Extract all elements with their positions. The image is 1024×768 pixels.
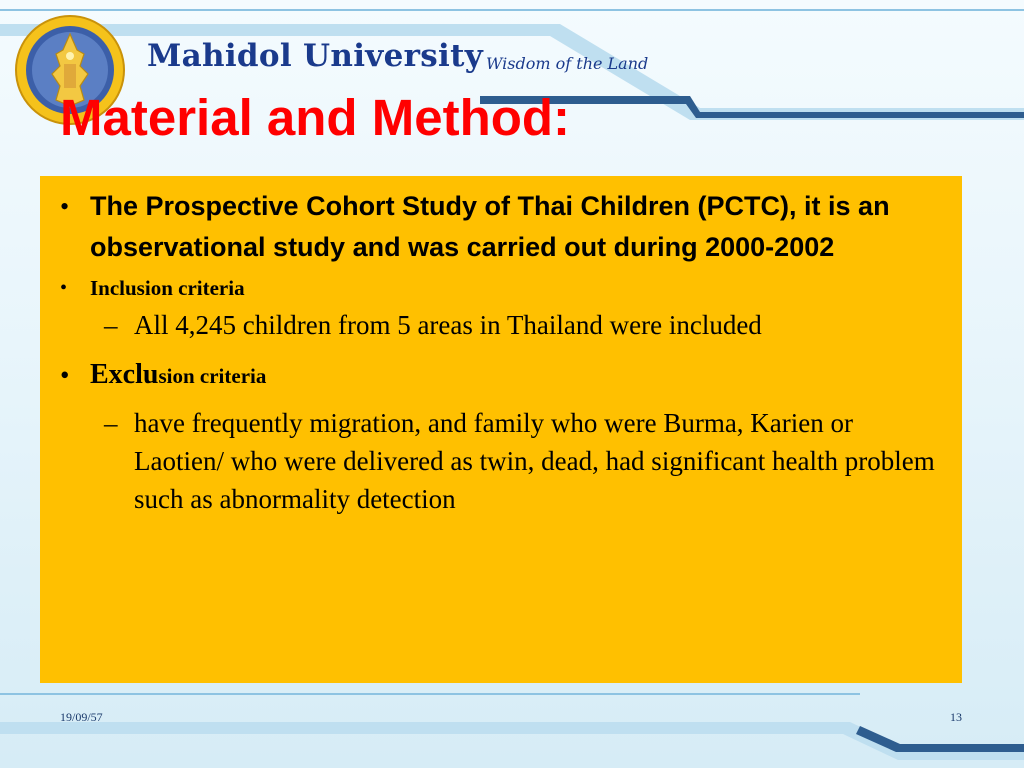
bullet-text: Inclusion criteria — [90, 276, 245, 300]
footer-page-number: 13 — [950, 710, 962, 724]
bullet-exclusion-criteria — [54, 356, 942, 398]
footer-date: 19/09/57 — [60, 710, 103, 724]
bullet-text-large: Exclu — [90, 359, 159, 390]
sub-bullet-exclusion — [54, 404, 942, 518]
bullet-marker: • — [60, 360, 70, 390]
bullet-text: The Prospective Cohort Study of Thai Children (PCTC), it is an observational study and was carried out during 2000-2002 — [90, 191, 890, 262]
dash-marker: – — [104, 310, 118, 340]
bullet-marker: • — [60, 277, 68, 299]
sub-bullet-text: All 4,245 children from 5 areas in Thailand were included — [134, 310, 762, 340]
bullet-marker: • — [60, 192, 70, 221]
sub-bullet-text: have frequently migration, and family who were Burma, Karien or Laotien/ who were delivered as twin, dead, had significant health problem such as abnormality detection — [134, 408, 935, 514]
bullet-study-description — [54, 186, 942, 268]
bullet-text-small: sion criteria — [158, 364, 267, 388]
slide-title: Material and Method: — [60, 89, 571, 146]
bullet-inclusion-criteria — [54, 272, 942, 304]
dash-marker: – — [104, 408, 118, 438]
university-name: Mahidol University — [147, 38, 484, 74]
content-box — [40, 176, 962, 683]
sub-bullet-inclusion — [54, 306, 942, 344]
university-tagline: Wisdom of the Land — [486, 54, 649, 73]
